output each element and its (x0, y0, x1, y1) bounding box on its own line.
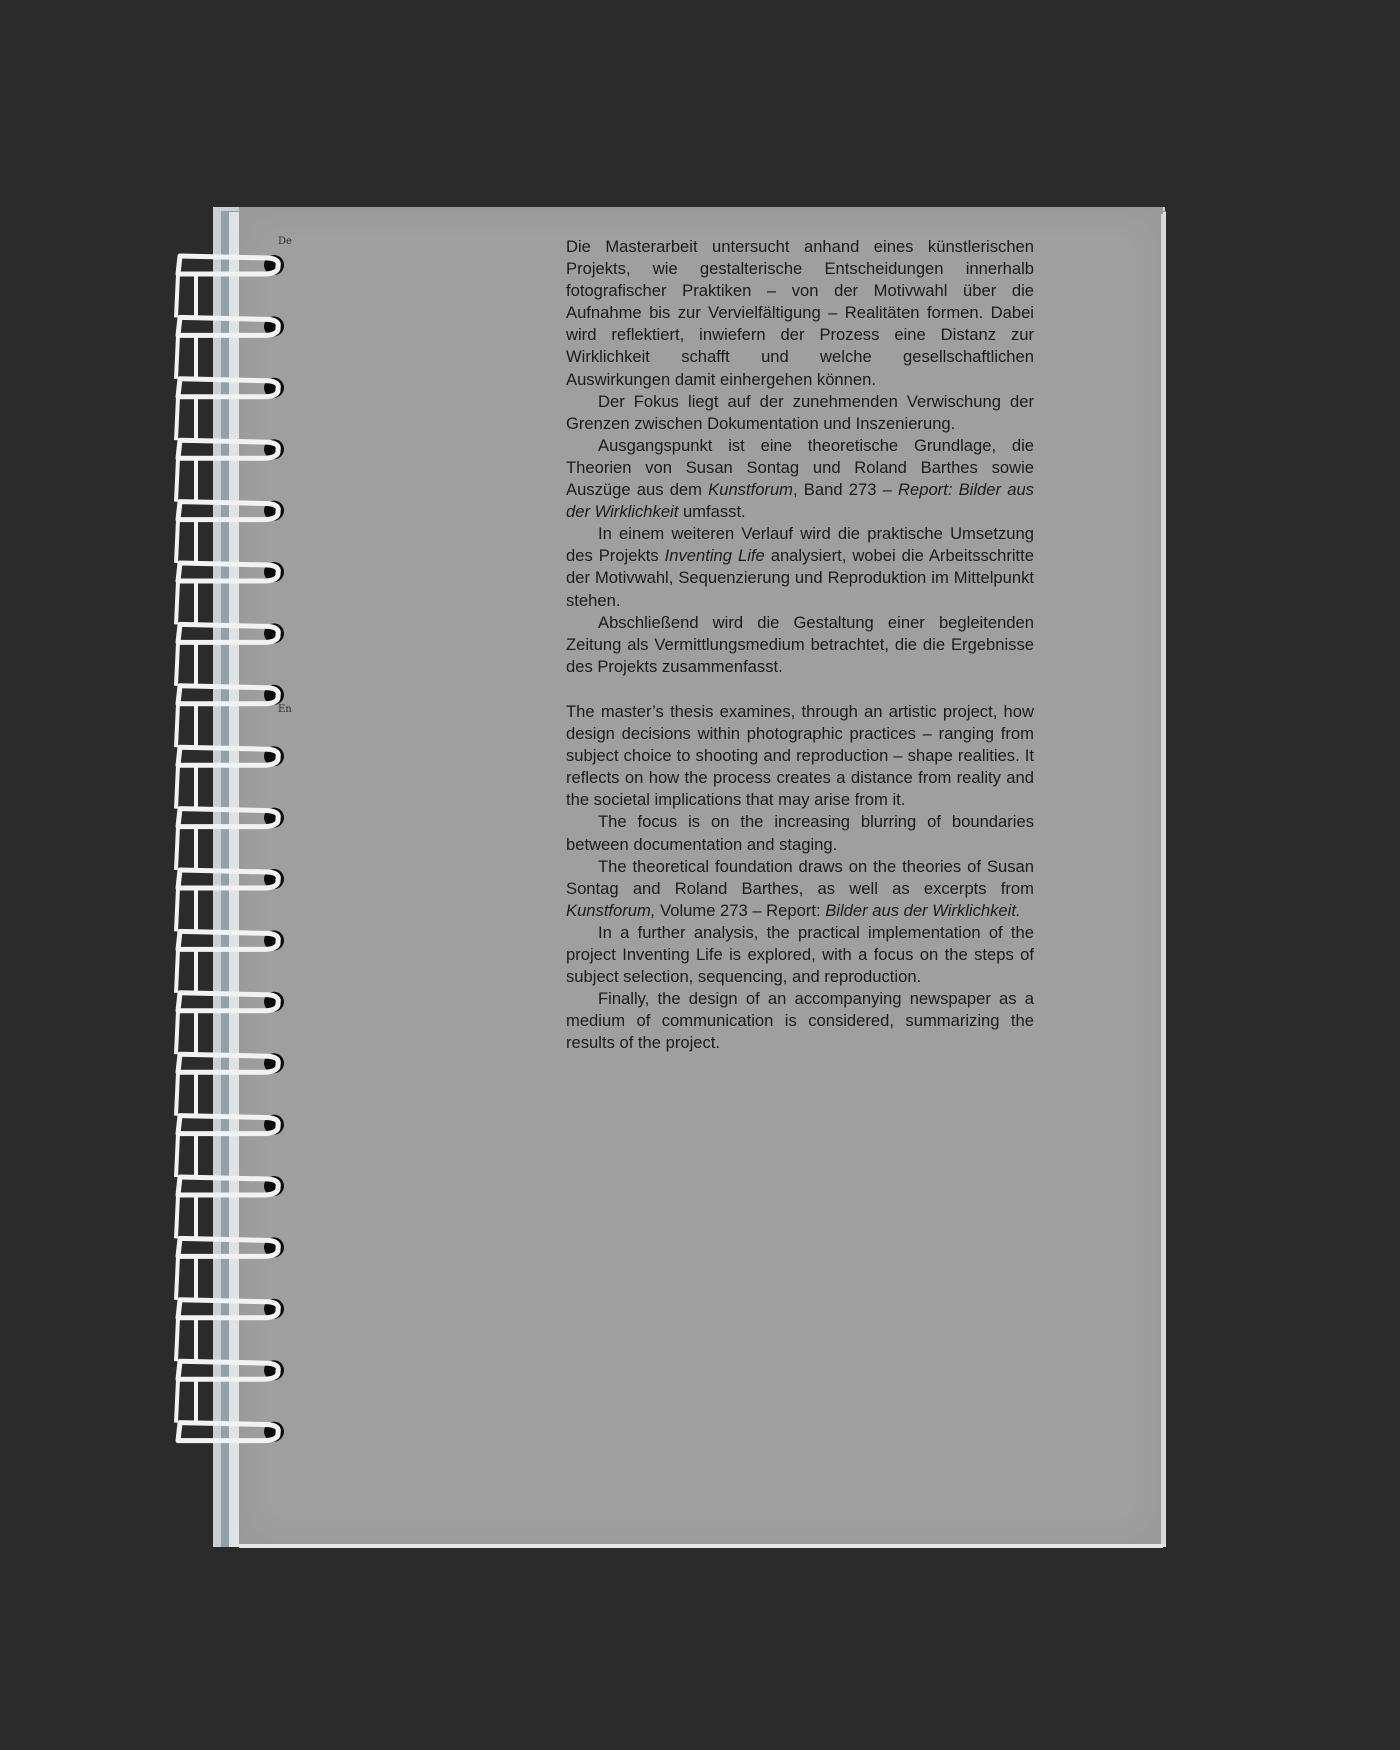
binding-wire (178, 1177, 180, 1195)
binding-wire (178, 440, 180, 458)
language-marker-en: En (278, 704, 292, 715)
paragraph: In a further analysis, the practical implementation of the project Inventing Life is explored, with a focus on the steps of subject selection, sequencing, and reproduction. (566, 922, 1034, 987)
binding-wire (180, 256, 278, 266)
binding-wire (176, 274, 178, 317)
binding-wire (178, 1003, 278, 1011)
binding-wire (180, 563, 278, 573)
binding-wire (178, 1064, 278, 1072)
binding-wire (178, 1126, 278, 1134)
binding-wire (176, 581, 178, 624)
binding-wire (176, 765, 178, 808)
italic-title: Bilder aus der Wirklichkeit. (825, 900, 1021, 920)
binding-wire (176, 520, 178, 563)
paragraph: Der Fokus liegt auf der zunehmenden Verwischung der Grenzen zwischen Dokumentation und Inszenierung. (566, 391, 1034, 433)
paragraph (566, 435, 1034, 523)
abstract-english (566, 701, 1034, 1055)
binding-wire (180, 502, 278, 512)
binding-wire (178, 624, 180, 642)
binding-wire (178, 1248, 278, 1256)
binding-wire (178, 634, 278, 642)
paragraph (566, 856, 1034, 922)
text-run: In einem weiteren Verlauf wird die praktische Umsetzung des Projekts (566, 524, 1034, 566)
binding-wire (178, 1310, 278, 1318)
binding-wire (180, 931, 278, 941)
binding-wire (176, 642, 178, 685)
paragraph: The master’s thesis examines, through an artistic project, how design decisions within photographic practices – ranging from subject choice to shooting and reproduction – shape realities. It reflects on how the process creates a distance from reality and the societal implications that may arise from it. (566, 702, 1034, 810)
text-run: umfasst. (678, 502, 746, 522)
binding-wire (178, 1238, 180, 1256)
text-run: Ausgangspunkt ist eine theoretische Grundlage, die Theorien von Susan Sontag und Roland Barthes sowie Auszüge aus dem (566, 435, 1034, 500)
binding-wire (178, 379, 180, 397)
binding-wire (180, 1300, 278, 1310)
binding-wire (178, 757, 278, 765)
binding-wire (178, 993, 180, 1011)
binding-wire (178, 317, 180, 335)
binding-wire (178, 1116, 180, 1134)
binding-wire (180, 747, 278, 757)
binding-wire (176, 397, 178, 440)
binding-wire (178, 502, 180, 520)
binding-wire (178, 266, 278, 274)
binding-wire (178, 512, 278, 520)
binding-wire (180, 993, 278, 1003)
italic-title: Kunstforum (708, 480, 794, 500)
text-run: analysiert, wobei die Arbeitsschritte der Motivwahl, Sequenzierung und Reproduktion im Mittelpunkt stehen. (566, 546, 1034, 610)
binding-wire (176, 704, 178, 747)
binding-wire (176, 335, 178, 378)
binding-wire (178, 931, 180, 949)
binding-wire (180, 317, 278, 327)
binding-wire (176, 1011, 178, 1054)
italic-title: Report: Bilder aus der Wirklichkeit (566, 480, 1034, 522)
binding-wire (180, 1116, 278, 1126)
binding-wire (180, 1054, 278, 1064)
paragraph: The focus is on the increasing blurring of boundaries between documentation and staging. (566, 812, 1034, 854)
binding-wire (178, 256, 180, 274)
binding-wire (178, 1300, 180, 1318)
paragraph: Abschließend wird die Gestaltung einer begleitenden Zeitung als Vermittlungsmedium betrachtet, die die Ergebnisse des Projekts zusammenfasst. (566, 612, 1034, 676)
binding-wire (180, 1238, 278, 1248)
binding-wire (176, 888, 178, 931)
binding-wire (178, 573, 278, 581)
abstract-german (566, 236, 1034, 678)
text-run: The theoretical foundation draws on the theories of Susan Sontag and Roland Barthes, as well as excerpts from (566, 856, 1034, 898)
binding-wire (176, 827, 178, 870)
binding-wire (178, 941, 278, 949)
binding-wire (178, 1371, 278, 1379)
binding-wire (176, 1256, 178, 1299)
binding-wire (180, 440, 278, 450)
binding-wire (180, 624, 278, 634)
binding-wire (176, 949, 178, 992)
binding-wire (178, 563, 180, 581)
binding-wire (176, 1379, 178, 1422)
paragraph: Die Masterarbeit untersucht anhand eines künstlerischen Projekts, wie gestalterische Entscheidungen innerhalb fotografischer Praktiken – von der Motivwahl über die Aufnahme bis zur Vervielfältigung – Realitäten formen. Dabei wird reflektiert, inwiefern der Prozess eine Distanz zur Wirklichkeit schafft und welche gesellschaftlichen Auswirkungen damit einhergehen können. (566, 237, 1034, 389)
binding-wire (178, 819, 278, 827)
text-run: , Band 273 – (793, 480, 899, 500)
binding-wire (180, 379, 278, 389)
binding-wire (178, 1423, 180, 1441)
binding-wire (178, 1054, 180, 1072)
text-run: Volume 273 – Report: (655, 900, 826, 920)
binding-wire (176, 1072, 178, 1115)
binding-wire (178, 1361, 180, 1379)
italic-title: Inventing Life (664, 546, 765, 566)
binding-wire (178, 870, 180, 888)
binding-wire (180, 809, 278, 819)
binding-wire (178, 389, 278, 397)
binding-wire (178, 1187, 278, 1195)
binding-wire (180, 870, 278, 880)
binding-wire (180, 1177, 278, 1187)
paragraph (566, 523, 1034, 611)
binding-wire (178, 1433, 278, 1441)
binding-wire (178, 747, 180, 765)
binding-wire (178, 696, 278, 704)
binding-wire (178, 686, 180, 704)
binding-wire (178, 450, 278, 458)
binding-wire (176, 458, 178, 501)
language-marker-de: De (278, 236, 292, 247)
binding-wire (178, 880, 278, 888)
paragraph: Finally, the design of an accompanying newspaper as a medium of communication is considered, summarizing the results of the project. (566, 989, 1034, 1053)
italic-title: Kunstforum, (566, 900, 656, 920)
binding-wire (178, 327, 278, 335)
binding-wire (180, 1361, 278, 1371)
binding-wire (176, 1318, 178, 1361)
binding-wire (176, 1195, 178, 1238)
binding-wire (176, 1134, 178, 1177)
binding-wire (178, 809, 180, 827)
binding-wire (180, 1423, 278, 1433)
binding-wire (180, 686, 278, 696)
